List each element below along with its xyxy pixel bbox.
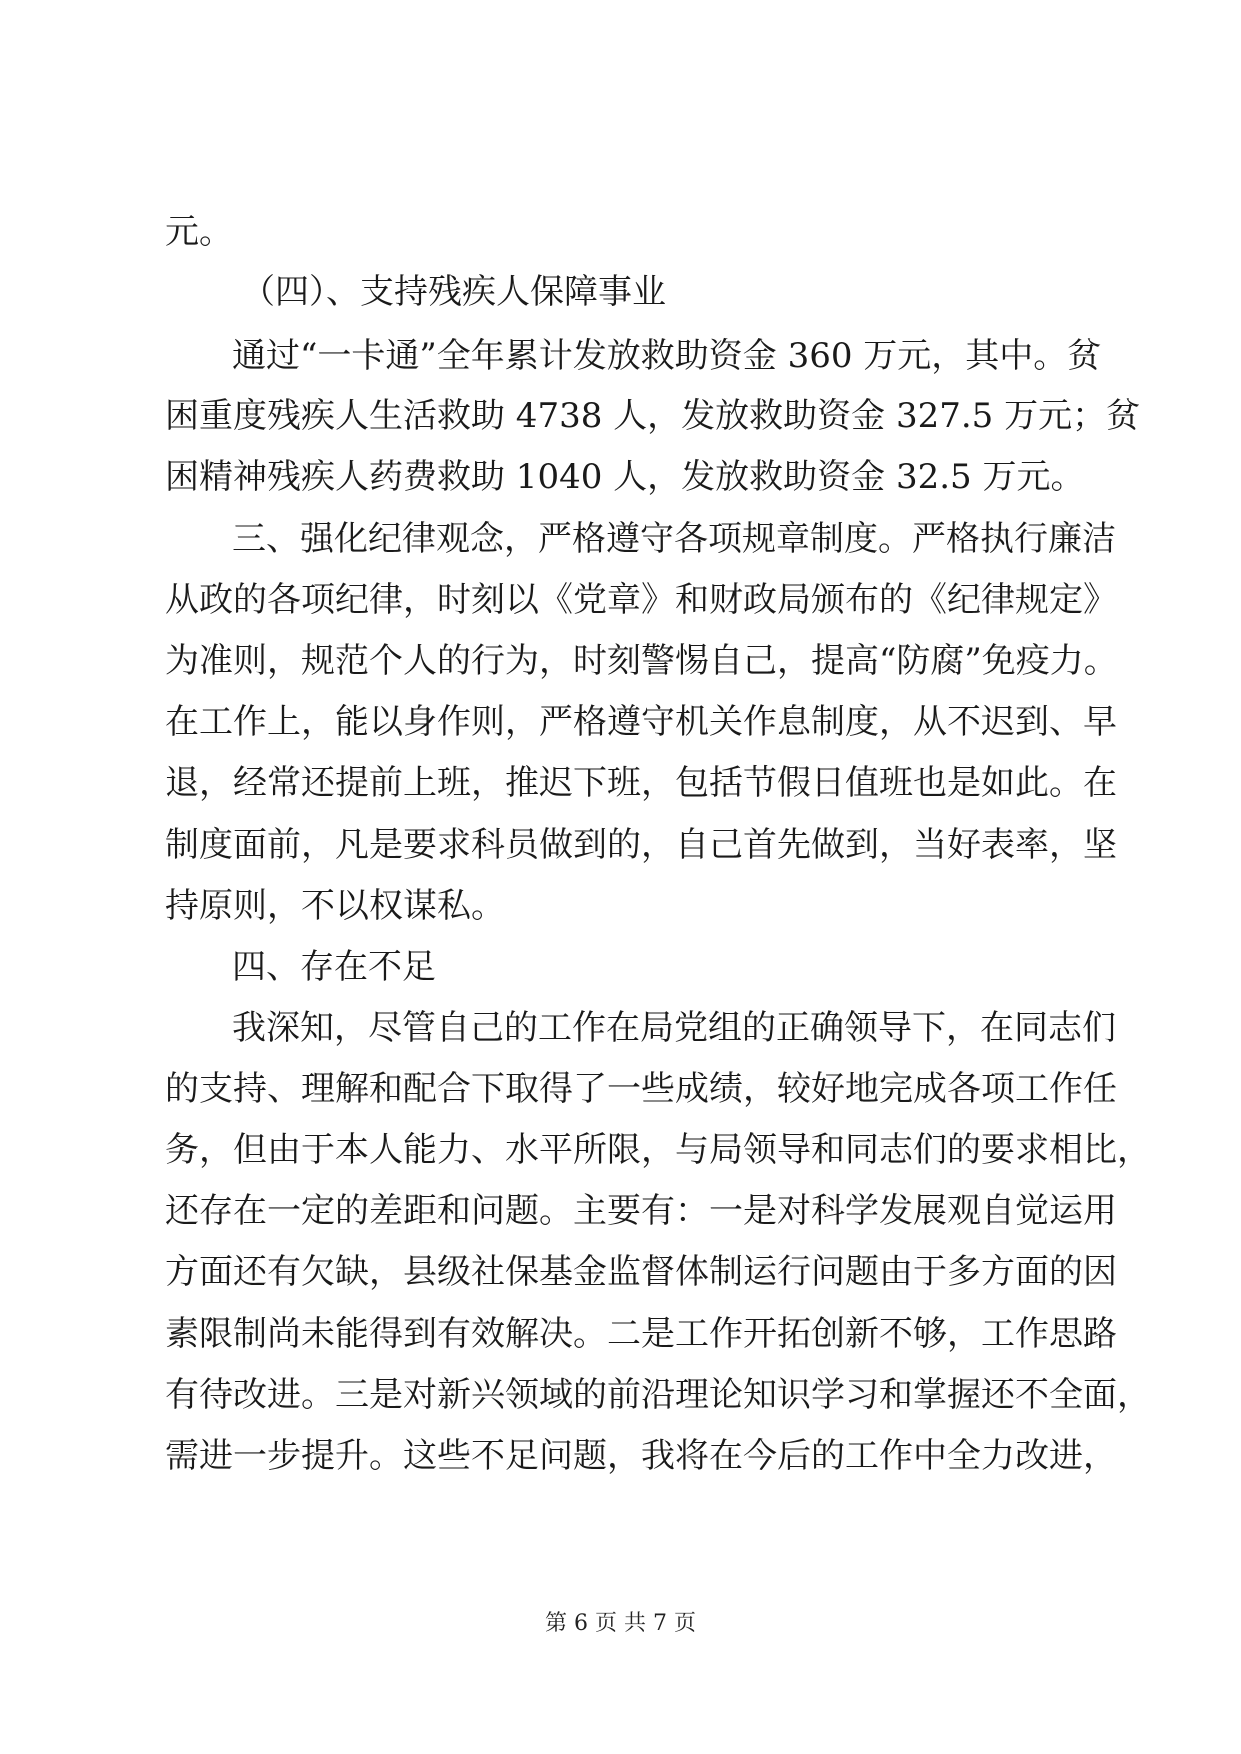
text-line: 务，但由于本人能力、水平所限，与局领导和同志们的要求相比， — [165, 1130, 1151, 1170]
text-line: 在工作上，能以身作则，严格遵守机关作息制度，从不迟到、早 — [165, 702, 1117, 742]
text-line: 为准则，规范个人的行为，时刻警惕自己，提高“防腐”免疫力。 — [165, 641, 1118, 681]
text-line: 制度面前，凡是要求科员做到的，自己首先做到，当好表率，坚 — [165, 825, 1117, 865]
text-line: 困重度残疾人生活救助 4738 人，发放救助资金 327.5 万元；贫 — [165, 396, 1141, 436]
text-line: 我深知，尽管自己的工作在局党组的正确领导下，在同志们 — [232, 1008, 1116, 1048]
text-line: 退，经常还提前上班，推迟下班，包括节假日值班也是如此。在 — [165, 763, 1117, 803]
page-footer: 第 6 页 共 7 页 — [545, 1611, 696, 1636]
text-line: 通过“一卡通”全年累计发放救助资金 360 万元，其中。贫 — [232, 336, 1102, 376]
text-line: 方面还有欠缺，县级社保基金监督体制运行问题由于多方面的因 — [165, 1252, 1117, 1292]
text-line: 还存在一定的差距和问题。主要有：一是对科学发展观自觉运用 — [165, 1191, 1117, 1231]
section-heading: 四、存在不足 — [232, 947, 436, 987]
text-line: 持原则，不以权谋私。 — [165, 886, 505, 926]
text-line: 需进一步提升。这些不足问题，我将在今后的工作中全力改进， — [165, 1436, 1117, 1476]
text-line: 从政的各项纪律，时刻以《党章》和财政局颁布的《纪律规定》 — [165, 580, 1117, 620]
text-line: 元。 — [165, 212, 233, 252]
text-line: 素限制尚未能得到有效解决。二是工作开拓创新不够，工作思路 — [165, 1314, 1117, 1354]
section-heading: （四）、支持残疾人保障事业 — [241, 272, 666, 312]
text-line: 困精神残疾人药费救助 1040 人，发放救助资金 32.5 万元。 — [165, 457, 1085, 497]
text-line: 有待改进。三是对新兴领域的前沿理论知识学习和掌握还不全面， — [165, 1375, 1151, 1415]
text-line: 的支持、理解和配合下取得了一些成绩，较好地完成各项工作任 — [165, 1069, 1117, 1109]
section-heading: 三、强化纪律观念，严格遵守各项规章制度。严格执行廉洁 — [232, 519, 1116, 559]
